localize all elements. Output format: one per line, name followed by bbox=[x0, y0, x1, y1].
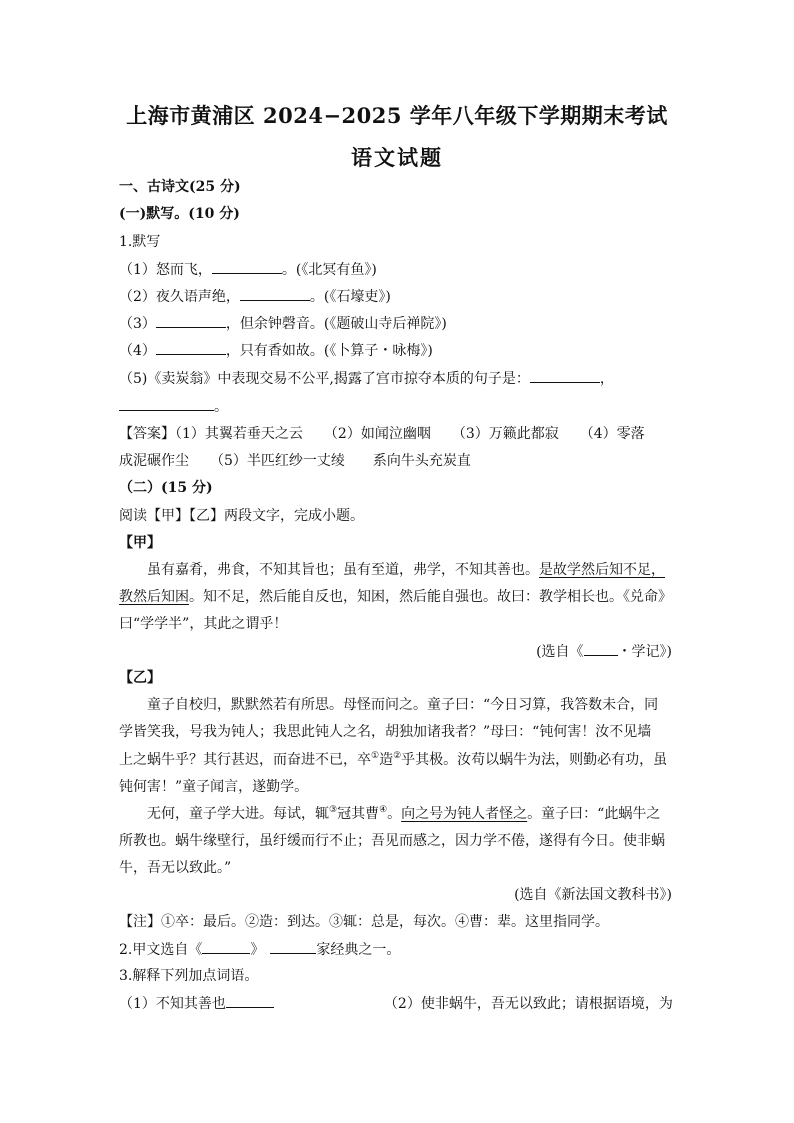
passage-line bbox=[147, 804, 707, 824]
source-text: (选自《 bbox=[536, 644, 584, 660]
item-text: （1）怒而飞， bbox=[119, 262, 212, 278]
dictation-item bbox=[119, 259, 679, 280]
item-text: ，只有香如故。(《卜算子・咏梅》) bbox=[225, 343, 433, 359]
question-label: 1.默写 bbox=[119, 234, 161, 250]
part-heading: (一)默写。(10 分) bbox=[119, 206, 240, 222]
passage-line bbox=[119, 750, 679, 770]
passage-source: (选自《新法国文教科书》) bbox=[514, 887, 672, 903]
answer-blank[interactable] bbox=[530, 368, 600, 383]
item-text: ， bbox=[599, 371, 614, 387]
passage-text: 乎其极。汝苟以蜗牛为法，则勤必有功，虽 bbox=[401, 752, 668, 768]
question-2 bbox=[119, 939, 679, 960]
underlined-sentence: 向之号为钝人者怪之 bbox=[401, 806, 528, 822]
item-text: ，但余钟磬音。(《题破山寺后禅院》) bbox=[225, 316, 447, 332]
item-text: （4） bbox=[119, 343, 156, 359]
question-text: 2.甲文选自《 bbox=[119, 942, 203, 958]
question-text: （2）使非蜗牛，吾无以致此；请根据语境，为 bbox=[383, 996, 673, 1012]
item-text: （3） bbox=[119, 316, 156, 332]
question-text: 家经典之一。 bbox=[316, 942, 401, 958]
part-heading: （二）(15 分) bbox=[119, 480, 213, 496]
footnote-marker: ③ bbox=[329, 805, 338, 815]
footnote-marker: ④ bbox=[379, 805, 388, 815]
item-text: 。(《北冥有鱼》) bbox=[281, 262, 377, 278]
answer-blank[interactable] bbox=[156, 313, 226, 328]
passage-line bbox=[147, 560, 707, 580]
question-3-label: 3.解释下列加点词语。 bbox=[119, 968, 259, 984]
passage-line: 钝何害！”童子闻言，遂勤学。 bbox=[119, 779, 309, 795]
passage-text: 造 bbox=[379, 752, 394, 768]
question-text: （1）不知其善也 bbox=[119, 996, 226, 1012]
footnote-marker: ① bbox=[371, 751, 380, 761]
passage-line: 牛，吾无以致此。” bbox=[119, 860, 232, 876]
passage-line: 所教也。蜗牛缘壁行，虽纡缓而行不止；吾见而感之，因力学不倦，遂得有今日。使非蜗 bbox=[119, 833, 665, 849]
item-text: （2）夜久语声绝， bbox=[119, 289, 240, 305]
item-text: 。 bbox=[214, 399, 228, 415]
passage-line: 学皆笑我，号我为钝人；我思此钝人之名，胡独加诸我者？”母曰：“钝何害！汝不见墙 bbox=[119, 724, 652, 740]
page-subtitle: 语文试题 bbox=[351, 145, 443, 170]
passage-text: 无何，童子学大进。每试，辄 bbox=[147, 806, 329, 822]
section-heading: 一、古诗文(25 分) bbox=[119, 179, 241, 195]
instruction-text: 阅读【甲】【乙】两段文字，完成小题。 bbox=[119, 508, 364, 524]
passage-line: 曰“学学半”，其此之谓乎！ bbox=[119, 616, 288, 632]
source-text: ・学记》) bbox=[617, 644, 672, 660]
answer-blank[interactable] bbox=[226, 993, 274, 1008]
dictation-item bbox=[119, 286, 679, 307]
underlined-sentence: 教然后知困 bbox=[119, 589, 189, 605]
question-3-items bbox=[119, 993, 679, 1014]
passage-text: 。知不足，然后能自反也，知困，然后能自强也。故曰：教学相长也。《兑命》 bbox=[189, 589, 672, 605]
item-text: （5)《卖炭翁》中表现交易不公平,揭露了宫市掠夺本质的句子是： bbox=[119, 371, 530, 387]
answer-blank[interactable] bbox=[119, 396, 214, 411]
passage-line bbox=[119, 587, 679, 607]
passage-text: 虽有嘉肴，弗食，不知其旨也；虽有至道，弗学，不知其善也。 bbox=[147, 562, 539, 578]
answer-blank[interactable] bbox=[202, 939, 250, 954]
page-title: 上海市黄浦区 2024−2025 学年八年级下学期期末考试 bbox=[126, 103, 668, 128]
passage-text: 。 bbox=[387, 806, 402, 822]
passage-source bbox=[119, 641, 672, 662]
footnote-marker: ② bbox=[393, 751, 402, 761]
underlined-sentence: 是故学然后知不足， bbox=[539, 562, 665, 578]
dictation-item bbox=[119, 368, 679, 389]
passage-text: 上之蜗牛乎？其行甚迟，而奋进不已，卒 bbox=[119, 752, 371, 768]
passage-label: 【甲】 bbox=[119, 535, 161, 551]
answer-blank[interactable] bbox=[212, 259, 282, 274]
answer-text: 【答案】（1）其翼若垂天之云 （2）如闻泣幽咽 （3）万籁此都寂 （4）零落 bbox=[119, 426, 645, 442]
passage-text: 冠其曹 bbox=[337, 806, 380, 822]
dictation-item bbox=[119, 340, 679, 361]
dictation-item-continued bbox=[119, 396, 679, 417]
answer-blank[interactable] bbox=[584, 641, 618, 656]
passage-line: 童子自校归，默默然若有所思。母怪而问之。童子曰：“今日习算，我答数未合，同 bbox=[147, 697, 659, 713]
passage-text: 。童子曰：“此蜗牛之 bbox=[527, 806, 661, 822]
question-text: 》 bbox=[250, 942, 265, 958]
answer-blank[interactable] bbox=[156, 340, 226, 355]
item-text: 。(《石壕吏》) bbox=[309, 289, 391, 305]
answer-blank[interactable] bbox=[270, 939, 316, 954]
answer-blank[interactable] bbox=[240, 286, 310, 301]
passage-label: 【乙】 bbox=[119, 670, 161, 686]
answer-text: 成泥碾作尘 （5）半匹红纱一丈绫 系向牛头充炭直 bbox=[119, 453, 471, 469]
dictation-item bbox=[119, 313, 679, 334]
annotation-note: 【注】①卒：最后。②造：到达。③辄：总是，每次。④曹：辈。这里指同学。 bbox=[119, 914, 609, 930]
